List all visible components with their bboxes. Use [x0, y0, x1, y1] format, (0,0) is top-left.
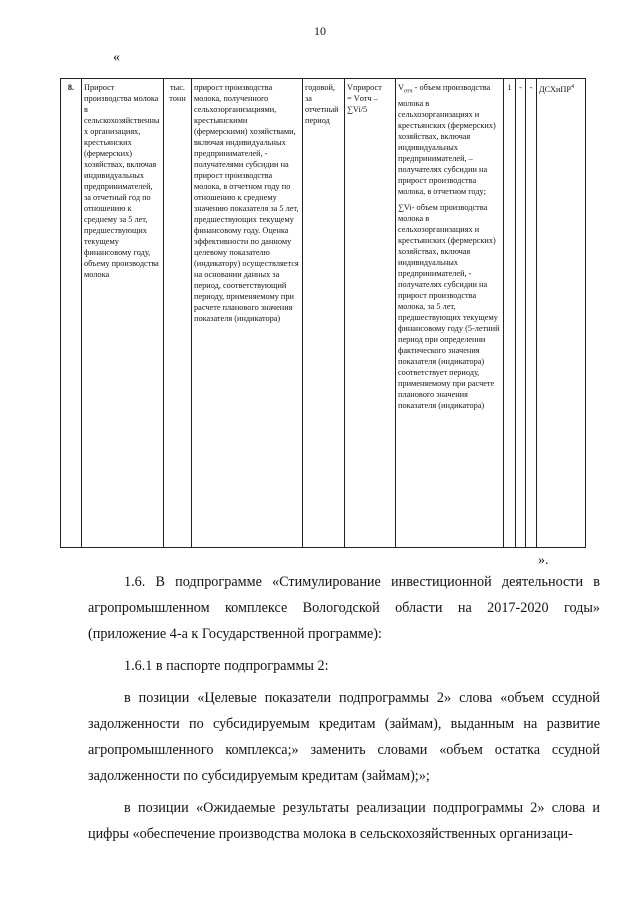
indicator-name: Прирост производства молока в сельскохозяйственных организациях, крестьянских (фермерских) хозяйствах, включая индивидуальных предпринимателей, за отчетный год по отношению к среднему за 5 лет, предшествующих текущему финансовому году, объему производства молока	[82, 79, 164, 548]
table-row	[61, 79, 586, 548]
row-number: 8.	[61, 79, 82, 548]
formula-variables	[396, 79, 504, 548]
v-symbol: V	[398, 83, 404, 92]
v-description: - объем производства молока в сельхозорганизациях и крестьянских (фермерских) хозяйствах, включая индивидуальных предпринимателей, – получателях субсидии на прирост производства молока, в отчетном году;	[398, 83, 496, 196]
formula-rhs-line-2: ∑Vi/5	[347, 105, 368, 114]
indicator-table	[60, 78, 586, 548]
formula-lhs: Vприрост	[347, 83, 382, 92]
responsible-body	[537, 79, 586, 548]
unit-of-measure: тыс. тонн	[164, 79, 192, 548]
periodicity: годовой, за отчетный период	[303, 79, 345, 548]
indicator-definition: прирост производства молока, полученного сельхозорганизациями, крестьянскими (фермерскими) хозяйствами, включая индивидуальных предпринимателей, - получателями субсидии на прирост производства молока, в отчетном году по отношению к среднему значению показателя за 5 лет, предшествующих текущему финансовому году. Оценка эффективности по данному целевому показателю (индикатору) осуществляется на основании данных за период, соответствующий периоду, применяемому при расчете планового значения показателя (индикатора)	[192, 79, 303, 548]
empty-cell-2: -	[526, 79, 537, 548]
sum-description: ∑Vi- объем производства молока в сельхозорганизациях и крестьянских (фермерских) хозяйствах, включая индивидуальных предпринимателей, - получателях субсидии на прирост производства молока, за 5 лет, предшествующих текущему финансовому году (5-летний период при определении фактического значения показателя (индикатора) соответствует периоду, применяемому при расчете планового значения показателя (индикатора)	[398, 202, 500, 410]
method-code: 1	[504, 79, 516, 548]
calculation-formula	[345, 79, 396, 548]
paragraph-expected-results: в позиции «Ожидаемые результаты реализации подпрограммы 2» слова и цифры «обеспечение производства молока в сельскохозяйственных организаци-	[88, 800, 600, 842]
responsible-name: ДСХиПР	[539, 84, 572, 94]
body-text	[88, 569, 600, 847]
v-subscript: отч	[404, 88, 413, 95]
paragraph-target-indicators: в позиции «Целевые показатели подпрограммы 2» слова «объем ссудной задолженности по субсидируемым кредитам (займам), выданным на развитие агропромышленного комплекса;» заменить словами «объем остатка ссудной задолженности по субсидируемым кредитам (займам);»;	[88, 690, 600, 784]
paragraph-1-6: 1.6. В подпрограмме «Стимулирование инвестиционной деятельности в агропромышленном комплексе Вологодской области на 2017-2020 годы» (приложение 4-а к Государственной программе):	[88, 574, 600, 642]
formula-rhs-line-1: = Vотч –	[347, 94, 378, 103]
closing-quote-mark: ».	[538, 553, 549, 568]
empty-cell-1: -	[516, 79, 526, 548]
paragraph-1-6-1: 1.6.1 в паспорте подпрограммы 2:	[124, 658, 329, 674]
page-number: 10	[314, 24, 326, 38]
opening-quote-mark: «	[113, 50, 120, 65]
footnote-marker: 4	[571, 84, 575, 90]
